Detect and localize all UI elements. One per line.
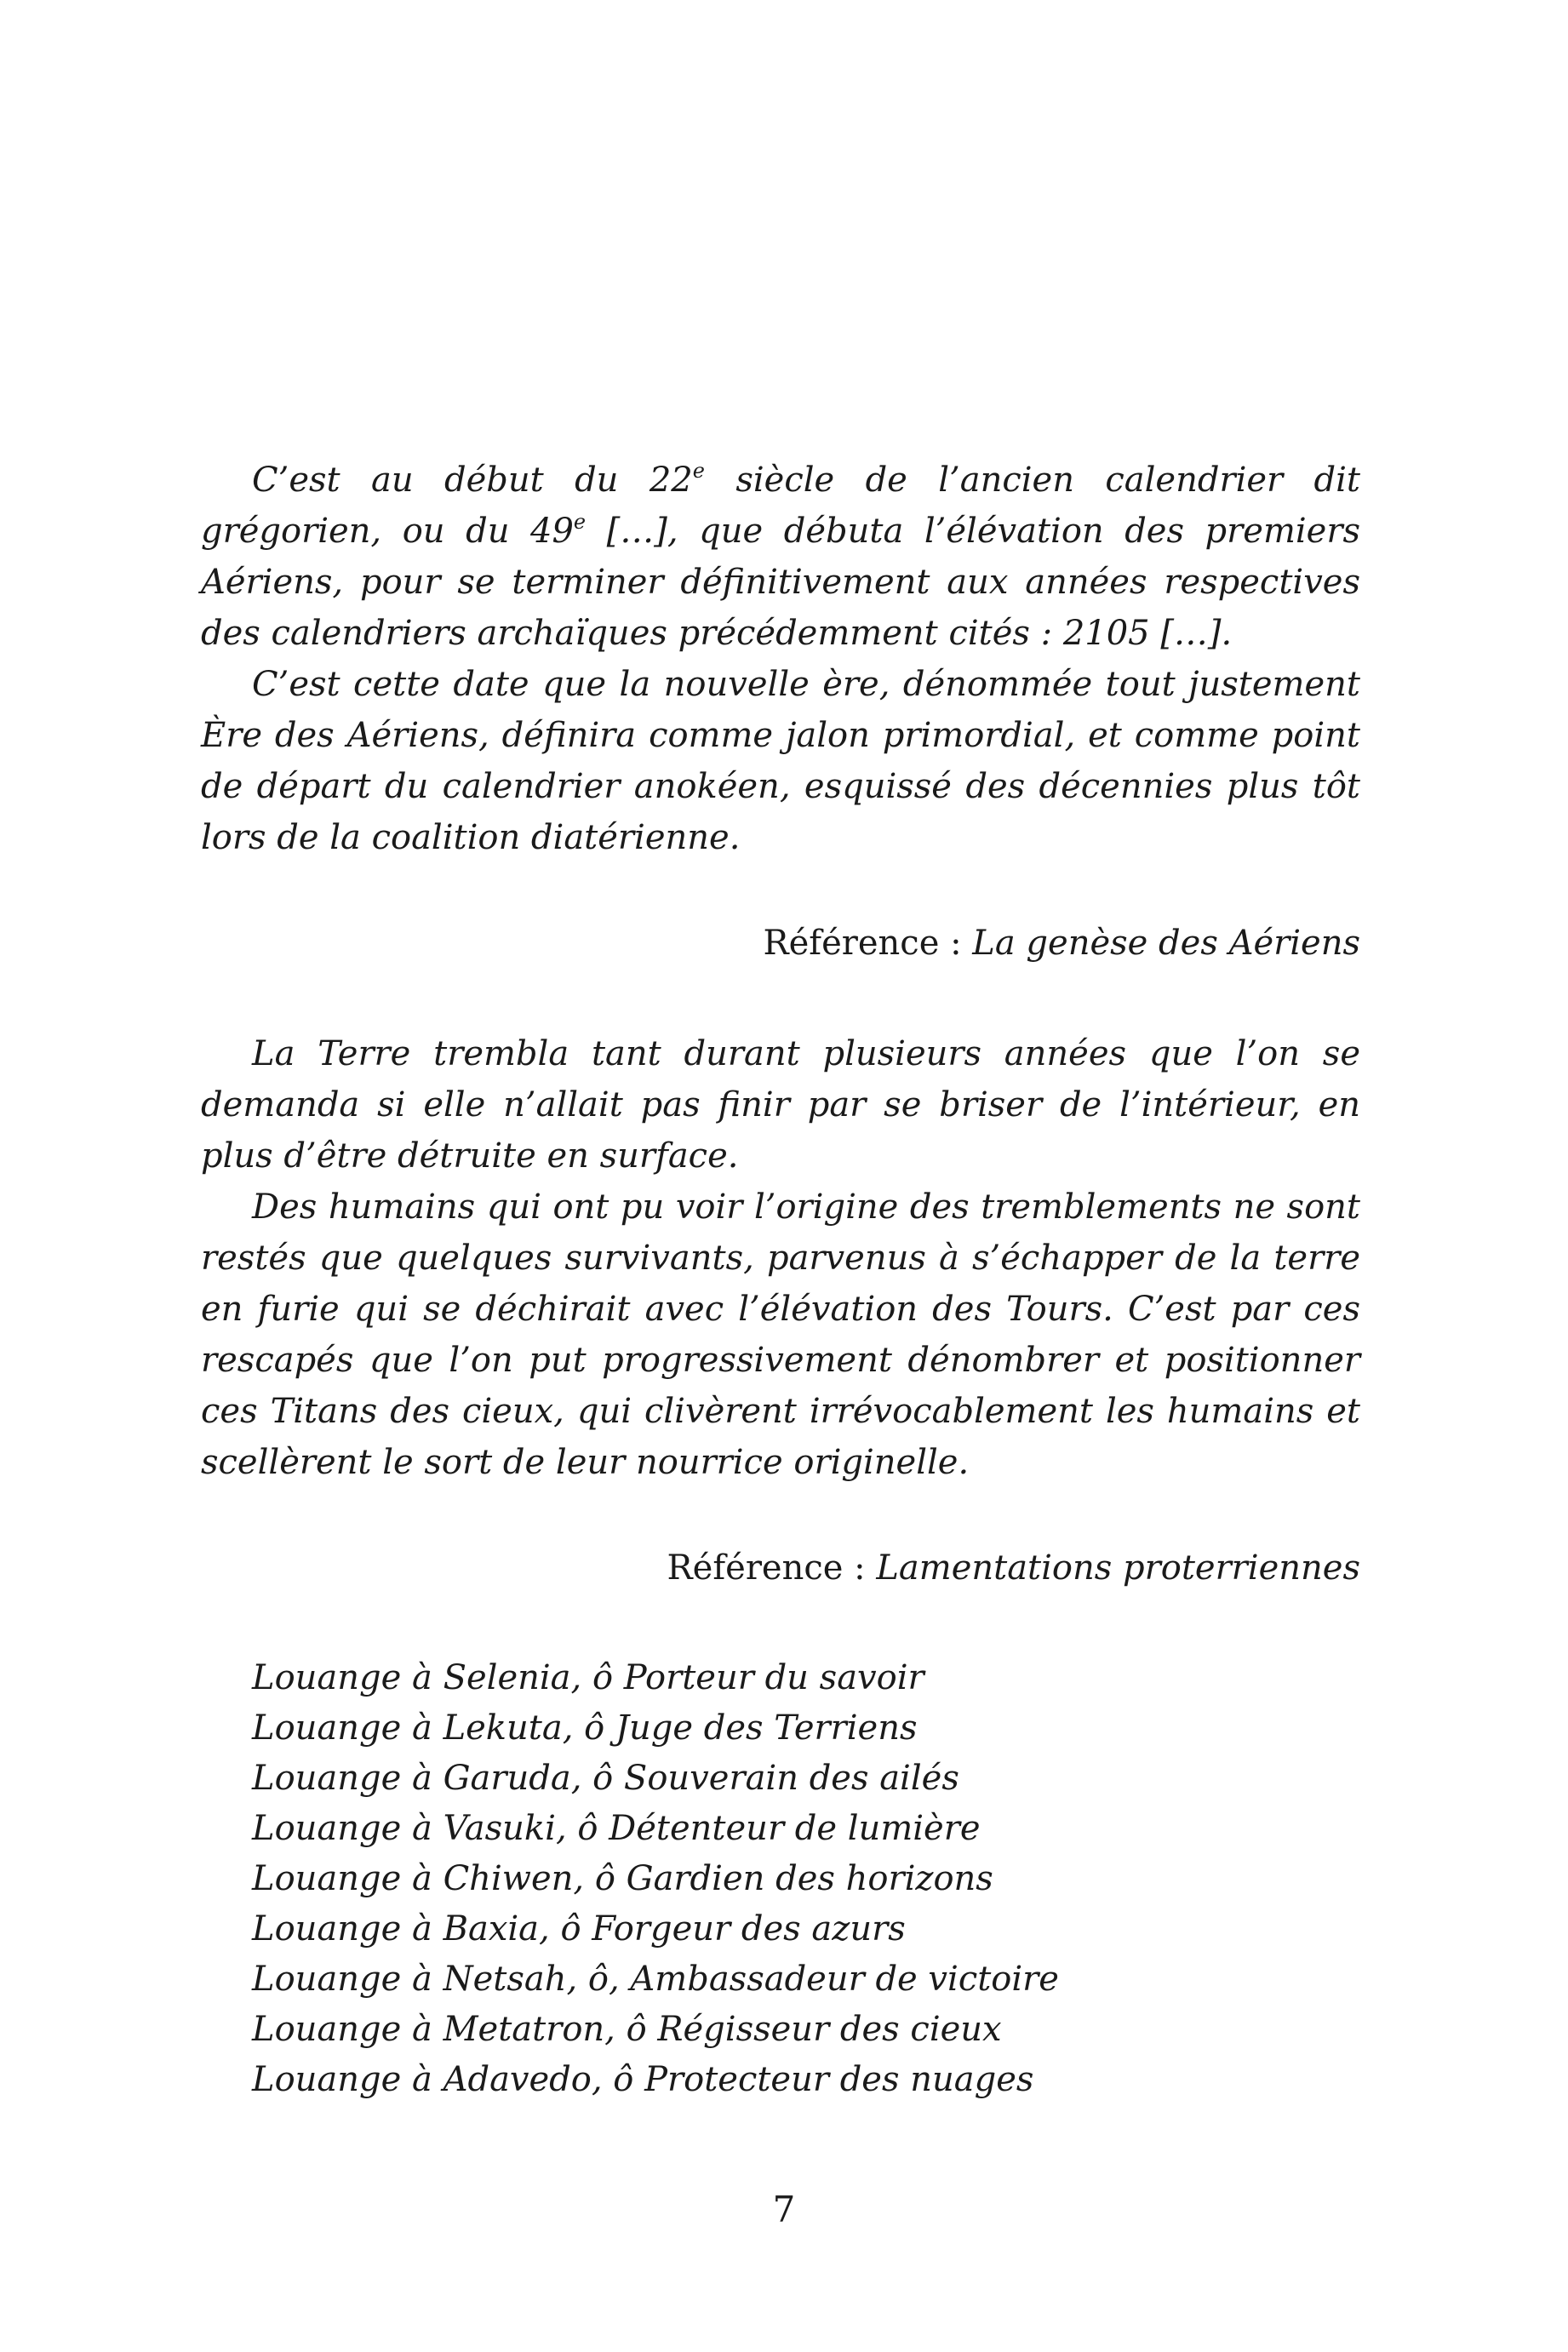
ordinal-superscript: e (692, 459, 705, 483)
paragraph-earth-trembled: La Terre trembla tant durant plusieurs années que l’on se demanda si elle n’allait pas finir par se briser de l’intérieur, en plus d’être détruite en surface. (201, 1034, 1360, 1176)
page-body (201, 455, 1360, 2105)
reference-title: Lamentations proterriennes (876, 1548, 1360, 1588)
litany-line: Louange à Baxia, ô Forgeur des azurs (252, 1909, 906, 1949)
reference-genese (201, 918, 1360, 969)
paragraph-text: […], que débuta l’élévation des premiers Aériens, pour se terminer définitivement aux années respectives des calendriers archaïques précédemment cités : 2105 […]. (201, 512, 1361, 653)
litany-line: Louange à Metatron, ô Régisseur des cieux (252, 2010, 1002, 2049)
paragraph-new-era: C’est cette date que la nouvelle ère, dénommée tout justement Ère des Aériens, définira comme jalon primordial, et comme point de départ du calendrier anokéen, esquissé des décennies plus tôt lors de la coalition diatérienne. (201, 665, 1360, 857)
ordinal-superscript: e (573, 510, 587, 534)
litany-list (201, 1653, 1360, 2105)
reference-lamentations (201, 1542, 1360, 1594)
paragraph-aeriens-elevation (201, 455, 1360, 659)
litany-line: Louange à Chiwen, ô Gardien des horizons (252, 1859, 993, 1898)
paragraph-text: siècle de l’ancien calendrier dit grégorien, ou du 49 (201, 461, 1361, 551)
litany-line: Louange à Garuda, ô Souverain des ailés (252, 1759, 959, 1798)
litany-line: Louange à Adavedo, ô Protecteur des nuages (252, 2060, 1034, 2099)
litany-line: Louange à Netsah, ô, Ambassadeur de victoire (252, 1960, 1059, 1999)
litany-line: Louange à Lekuta, ô Juge des Terriens (252, 1708, 918, 1748)
page-number: 7 (772, 2189, 796, 2230)
paragraph-text: C’est au début du 22 (252, 461, 693, 500)
reference-title: La genèse des Aériens (972, 924, 1360, 963)
litany-line: Louange à Vasuki, ô Détenteur de lumière (252, 1809, 981, 1848)
reference-label: Référence : (763, 924, 973, 963)
paragraph-survivors: Des humains qui ont pu voir l’origine des tremblements ne sont restés que quelques survivants, parvenus à s’échapper de la terre en furie qui se déchirait avec l’élévation des Tours. C’est par ces rescapés que l’on put progressivement dénombrer et positionner ces Titans des cieux, qui clivèrent irrévocablement les humains et scellèrent le sort de leur nourrice originelle. (201, 1187, 1360, 1482)
reference-label: Référence : (667, 1548, 877, 1588)
litany-line: Louange à Selenia, ô Porteur du savoir (252, 1658, 924, 1697)
